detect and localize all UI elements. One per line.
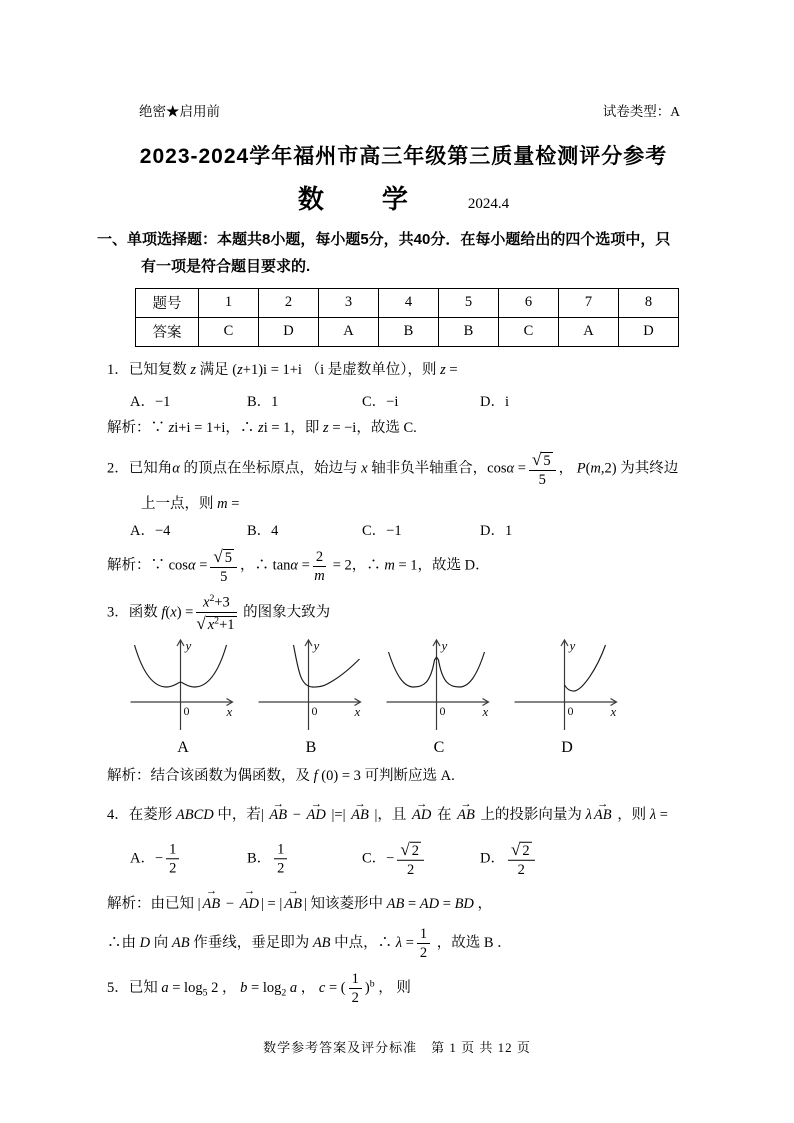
fraction: $\frac{1}{2}$ <box>417 926 430 961</box>
option-a: A．−4 <box>130 523 171 540</box>
fraction: $\frac{√ 5}{5}$ <box>210 547 237 585</box>
exam-date: 2024.4 <box>467 196 510 212</box>
x-axis-label: x <box>482 704 489 720</box>
graph-c-plot <box>382 637 497 737</box>
question-2-stem: 2．已知角α 的顶点在坐标原点，始边与 x 轴非负半轴重合，cosα = $\frac{√ 5}{5}$ ， P(m,2) 为其终边 <box>107 449 679 488</box>
option-d: D． $\frac{√ 2}{2}$ <box>480 839 538 877</box>
question-4-stem: 4．在菱形 ABCD 中，若| → AB − → AD |=| → AB |，且 → AD 在 → AB 上的投影向量为 λ → AB ，则 λ = <box>97 804 710 827</box>
vector-with-arrow: → AB <box>455 804 477 827</box>
fraction: $\frac{2}{m}$ <box>314 548 325 584</box>
page-header <box>97 100 710 120</box>
table-row <box>136 288 679 317</box>
question-5-stem: 5．已知 $a = \log_5 2$ ， $b = \log_2 a$ ， c = ( $\frac{1}{2}$ )$^b$ ， 则 <box>107 970 411 1006</box>
vector-with-arrow: → AB <box>592 804 614 827</box>
graph-d-plot <box>510 637 625 737</box>
table-cell: D <box>259 317 319 346</box>
fraction: $\frac{1}{2}$ <box>274 841 287 876</box>
analysis-3: 解析：结合该函数为偶函数，及 f (0) = 3 可判断应选 A. <box>107 768 455 785</box>
fraction: $\frac{1}{2}$ <box>166 841 179 876</box>
vector-with-arrow: → AB <box>267 804 289 827</box>
origin-label: 0 <box>311 704 318 719</box>
table-cell: 3 <box>319 288 379 317</box>
question-4-options <box>97 838 710 880</box>
option-b: B． $\frac{1}{2}$ <box>247 841 290 876</box>
table-cell: D <box>619 317 679 346</box>
radical: √ 5 <box>531 449 551 469</box>
option-c: C．−i <box>362 393 399 410</box>
graph-b-plot <box>254 637 369 737</box>
graph-option-b <box>254 637 369 757</box>
fraction: $\frac{1}{2}$ <box>349 971 362 1006</box>
analysis-1: 解析：∵ zi+i = 1+i，∴ zi = 1，即 z = −i，故选 C. <box>107 419 417 436</box>
radical: √ 2 <box>510 839 530 859</box>
graph-letter: B <box>305 739 318 757</box>
question-2-stem-line2: 上一点，则 m = <box>141 496 240 512</box>
radical: √ 5 <box>213 547 233 567</box>
answer-key-table <box>135 288 679 347</box>
analysis-2: 解析：∵ cosα = $\frac{√ 5}{5}$ ，∴ tanα = $\frac{2}{m}$ = 2，∴ m = 1，故选 D． <box>107 547 490 586</box>
y-axis-label: y <box>569 638 576 654</box>
question-1-stem: 1．已知复数 z 满足 (z+1)i = 1+i （i 是虚数单位），则 z = <box>107 361 458 378</box>
vector-with-arrow: → AD <box>410 804 433 827</box>
section-1-heading-line2: 有一项是符合题目要求的. <box>141 258 311 276</box>
option-d: D．i <box>480 393 509 410</box>
table-cell: A <box>319 317 379 346</box>
origin-label: 0 <box>567 704 574 719</box>
graph-letter: C <box>433 739 446 757</box>
table-cell: 7 <box>559 288 619 317</box>
vector-with-arrow: → AB <box>282 892 304 917</box>
table-cell: 4 <box>379 288 439 317</box>
origin-label: 0 <box>439 704 446 719</box>
table-cell: 6 <box>499 288 559 317</box>
graph-letter: D <box>561 739 574 757</box>
analysis-4-line1: 解析：由已知 | → AB − → AD | = | → AB | 知该菱形中 AB = AD = BD ， <box>97 892 710 917</box>
subject-name: 数 学 <box>297 184 410 214</box>
question-3-graphs <box>126 637 710 757</box>
table-cell: B <box>379 317 439 346</box>
fraction: $\frac{√ 5}{5}$ <box>529 450 556 488</box>
row-header-cell: 答案 <box>136 317 199 346</box>
page-footer: 数学参考答案及评分标准 第 1 页 共 12 页 <box>263 1040 531 1055</box>
origin-label: 0 <box>183 704 190 719</box>
table-cell: 2 <box>259 288 319 317</box>
subject-row <box>97 179 710 216</box>
vector-with-arrow: → AB <box>201 892 223 917</box>
row-header-cell: 题号 <box>136 288 199 317</box>
exam-title: 2023-2024学年福州市高三年级第三质量检测评分参考 <box>139 145 668 168</box>
analysis-4-line2: ∴由 D 向 AB 作垂线，垂足即为 AB 中点，∴ λ = $\frac{1}{2}$ ，故选 B ． <box>107 926 512 962</box>
y-axis-label: y <box>441 638 448 654</box>
option-a: A．−1 <box>130 393 171 410</box>
y-axis-label: y <box>313 638 320 654</box>
question-3-stem: 3．函数 f(x) = $\frac{x^2+3}{√ x^2+1}$ 的图象大致为 <box>107 593 331 634</box>
graph-a-plot <box>126 637 241 737</box>
table-cell: A <box>559 317 619 346</box>
table-cell: C <box>199 317 259 346</box>
radical: √ 2 <box>400 839 419 859</box>
option-b: B．1 <box>247 393 279 410</box>
question-2-options <box>97 519 710 541</box>
table-cell: B <box>439 317 499 346</box>
x-axis-label: x <box>610 704 617 720</box>
graph-letter: A <box>177 739 190 757</box>
graph-option-c <box>382 637 497 757</box>
graph-option-a <box>126 637 241 757</box>
vector-with-arrow: → AD <box>305 804 328 827</box>
x-axis-label: x <box>354 704 361 720</box>
option-b: B．4 <box>247 523 279 540</box>
paper-type-label: 试卷类型：A <box>602 104 680 119</box>
radical: √ $x^2+1$ <box>196 614 235 634</box>
graph-option-d <box>510 637 625 757</box>
vector-with-arrow: → AD <box>238 892 261 917</box>
vector-with-arrow: → AB <box>349 804 371 827</box>
table-cell: 1 <box>199 288 259 317</box>
y-axis-label: y <box>185 638 192 654</box>
confidential-label: 绝密★启用前 <box>139 104 220 119</box>
option-c: C．− $\frac{√ 2}{2}$ <box>362 839 427 877</box>
table-row <box>136 317 679 346</box>
question-1-options <box>97 390 710 412</box>
table-cell: 8 <box>619 288 679 317</box>
table-cell: C <box>499 317 559 346</box>
fraction: $\frac{√ 2}{2}$ <box>508 839 535 877</box>
fraction: $\frac{√ 2}{2}$ <box>397 839 424 877</box>
option-c: C．−1 <box>362 523 402 540</box>
option-a: A．− $\frac{1}{2}$ <box>130 841 182 876</box>
section-1-heading: 一、单项选择题：本题共8小题，每小题5分，共40分．在每小题给出的四个选项中，只 <box>97 231 671 248</box>
fraction: $\frac{x^2+3}{√ x^2+1}$ <box>196 593 235 634</box>
page-content <box>97 100 710 1006</box>
option-d: D．1 <box>480 523 513 540</box>
table-cell: 5 <box>439 288 499 317</box>
x-axis-label: x <box>226 704 233 720</box>
